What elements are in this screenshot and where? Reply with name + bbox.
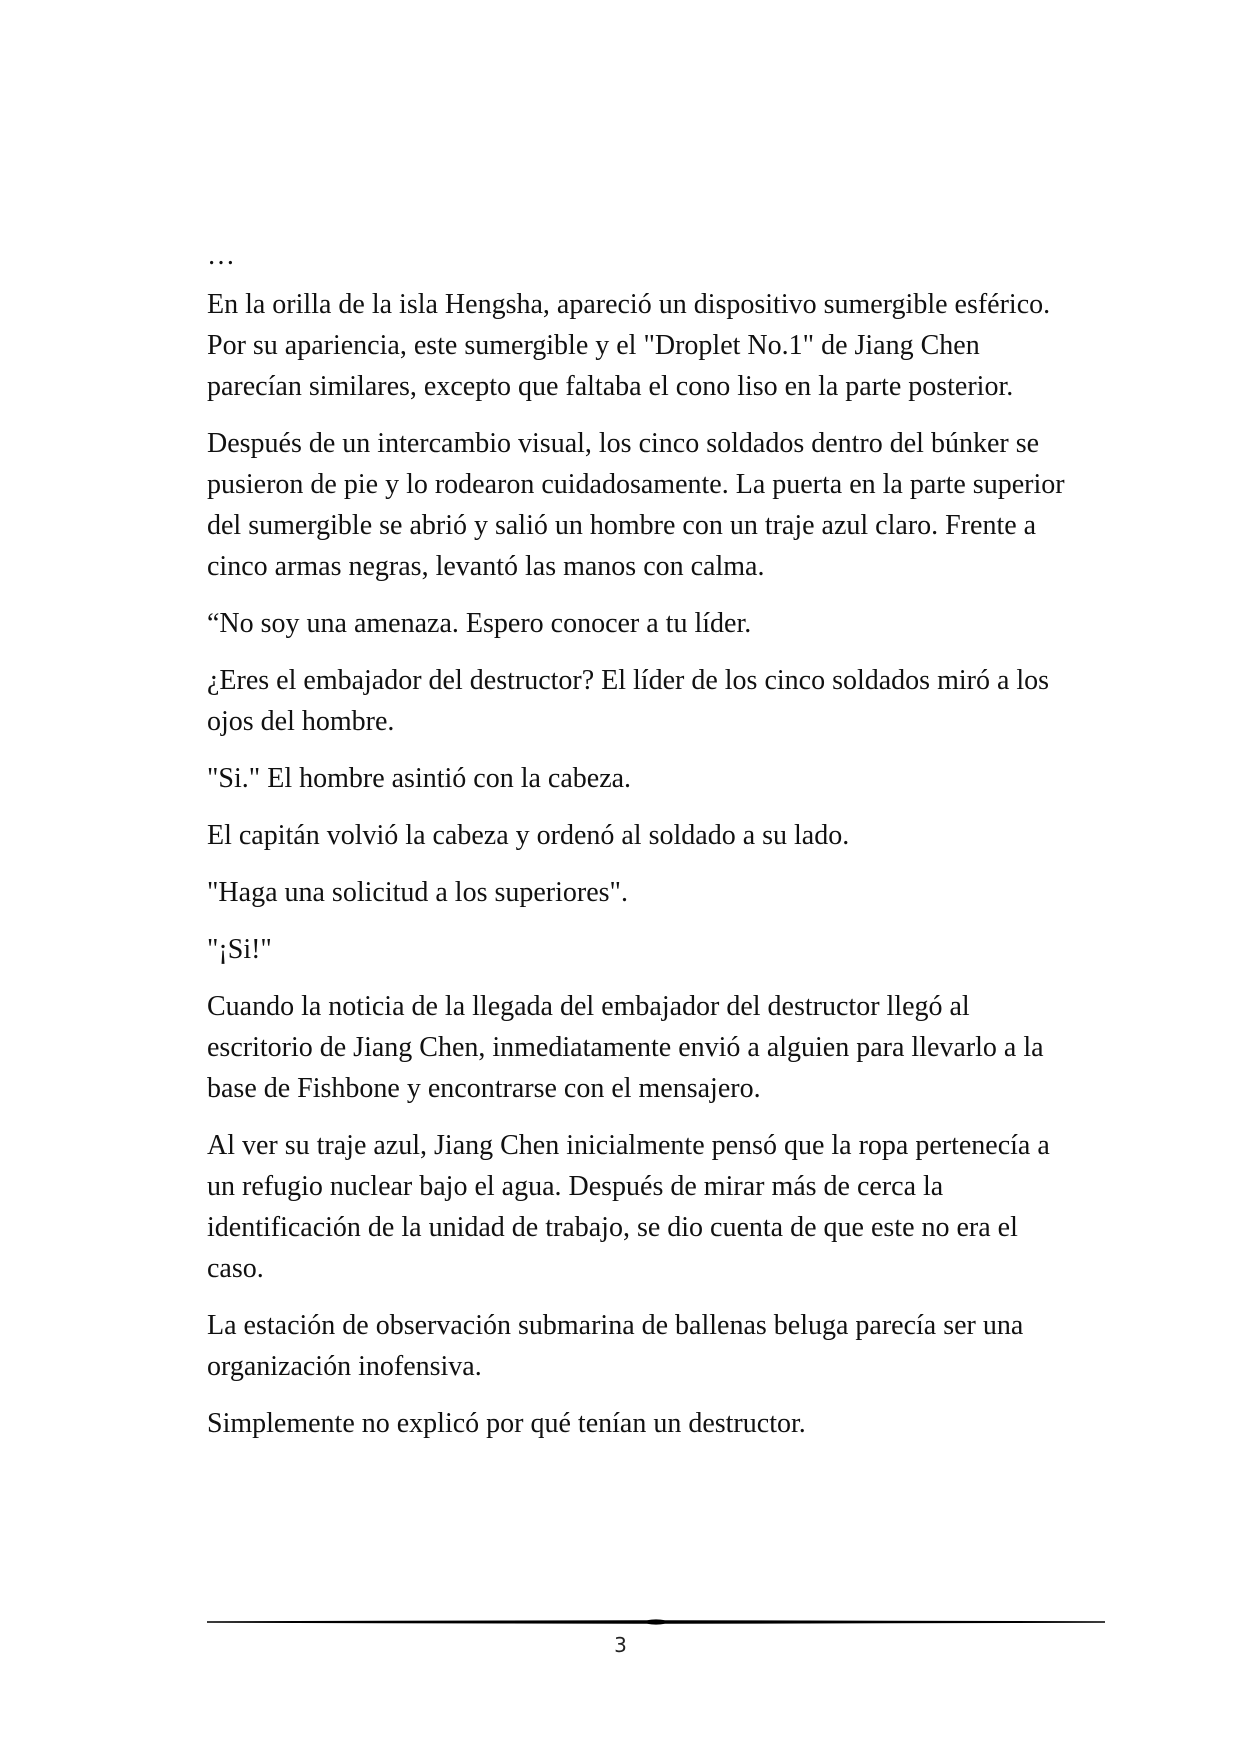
paragraph-12: Simplemente no explicó por qué tenían un destructor. — [207, 1408, 806, 1439]
paragraph-9: Cuando la noticia de la llegada del embajador del destructor llegó al escritorio de Jiang Chen, inmediatamente envió a alguien para llevarlo a la base de Fishbone y encontrarse con el mensajero. — [207, 991, 1044, 1104]
scene-break-ellipsis: … — [207, 240, 235, 271]
paragraph-3: “No soy una amenaza. Espero conocer a tu líder. — [207, 608, 752, 639]
page-body — [207, 238, 1069, 1460]
page-number: 3 — [614, 1633, 627, 1657]
footer-divider — [207, 1618, 1105, 1626]
paragraph-7: "Haga una solicitud a los superiores". — [207, 877, 628, 908]
paragraph-8: "¡Si!" — [207, 934, 272, 965]
paragraph-5: "Si." El hombre asintió con la cabeza. — [207, 763, 632, 794]
paragraph-2: Después de un intercambio visual, los cinco soldados dentro del búnker se pusieron de pie y lo rodearon cuidadosamente. La puerta en la parte superior del sumergible se abrió y salió un hombre con un traje azul claro. Frente a cinco armas negras, levantó las manos con calma. — [207, 428, 1065, 582]
paragraph-11: La estación de observación submarina de ballenas beluga parecía ser una organización inofensiva. — [207, 1310, 1024, 1382]
paragraph-4: ¿Eres el embajador del destructor? El líder de los cinco soldados miró a los ojos del hombre. — [207, 665, 1050, 737]
paragraph-1: En la orilla de la isla Hengsha, apareció un dispositivo sumergible esférico. Por su apariencia, este sumergible y el "Droplet No.1" de Jiang Chen parecían similares, excepto que faltaba el cono liso en la parte posterior. — [207, 289, 1051, 402]
paragraph-6: El capitán volvió la cabeza y ordenó al soldado a su lado. — [207, 820, 850, 851]
paragraph-10: Al ver su traje azul, Jiang Chen inicialmente pensó que la ropa pertenecía a un refugio nuclear bajo el agua. Después de mirar más de cerca la identificación de la unidad de trabajo, se dio cuenta de que este no era el caso. — [207, 1130, 1050, 1284]
